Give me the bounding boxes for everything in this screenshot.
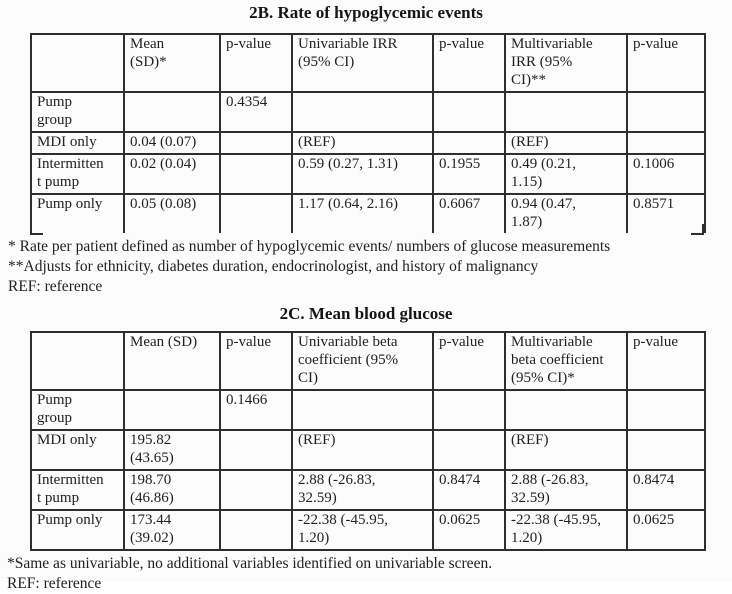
header-row <box>31 332 705 390</box>
column-header: p-value <box>433 34 505 92</box>
table-cell: 0.04 (0.07) <box>124 132 220 154</box>
table-row <box>31 132 705 154</box>
table-cell: 173.44 (39.02) <box>124 510 220 550</box>
column-header: Multivariable IRR (95% CI)** <box>505 34 627 92</box>
column-header: Univariable IRR (95% CI) <box>292 34 433 92</box>
table-cell: (REF) <box>292 132 433 154</box>
column-header: Multivariable beta coefficient (95% CI)* <box>505 332 627 390</box>
table-cell: 2.88 (-26.83, 32.59) <box>505 470 627 510</box>
table-cell: 0.1955 <box>433 154 505 194</box>
mean-blood-glucose-table <box>30 331 706 551</box>
table-cell: 0.8474 <box>433 470 505 510</box>
table-row <box>31 194 705 233</box>
footnote: * Rate per patient defined as number of hypoglycemic events/ numbers of glucose measurements <box>8 238 611 255</box>
table-cell <box>220 510 292 550</box>
table-cell: 0.1006 <box>627 154 705 194</box>
row-label: Intermitten t pump <box>31 154 124 194</box>
footnote: **Adjusts for ethnicity, diabetes duration, endocrinologist, and history of malignancy <box>8 258 539 275</box>
footnote: REF: reference <box>8 278 103 295</box>
table-cell <box>433 390 505 430</box>
column-header: p-value <box>220 34 292 92</box>
table-cell <box>505 92 627 132</box>
row-label: Pump group <box>31 92 124 132</box>
table-cell: 195.82 (43.65) <box>124 430 220 470</box>
table-cell: 0.6067 <box>433 194 505 233</box>
table-cell <box>124 390 220 430</box>
column-header: p-value <box>433 332 505 390</box>
table-cell <box>433 92 505 132</box>
row-label: MDI only <box>31 132 124 154</box>
section-hypoglycemic-events <box>0 3 732 297</box>
table-cell: (REF) <box>292 430 433 470</box>
column-header: p-value <box>627 34 705 92</box>
table-cell <box>220 154 292 194</box>
section-mean-blood-glucose <box>0 304 732 594</box>
table-cell: 0.05 (0.08) <box>124 194 220 233</box>
table-cell <box>627 390 705 430</box>
table-cell: 198.70 (46.86) <box>124 470 220 510</box>
table-cell <box>627 430 705 470</box>
column-header: p-value <box>220 332 292 390</box>
table-cell: -22.38 (-45.95, 1.20) <box>505 510 627 550</box>
table-cell <box>292 92 433 132</box>
table-row <box>31 390 705 430</box>
table-cell: 0.59 (0.27, 1.31) <box>292 154 433 194</box>
table-cell <box>220 194 292 233</box>
table-cell <box>433 430 505 470</box>
table-cell: 0.1466 <box>220 390 292 430</box>
table-cell: 0.02 (0.04) <box>124 154 220 194</box>
row-label: Pump only <box>31 510 124 550</box>
table-cell <box>220 132 292 154</box>
table-2c-wrapper <box>30 331 704 551</box>
table-row <box>31 470 705 510</box>
footnote: REF: reference <box>7 575 102 592</box>
table-cell: 0.0625 <box>433 510 505 550</box>
column-header: p-value <box>627 332 705 390</box>
table-corner-mark-left <box>30 224 43 235</box>
table-cell: 0.4354 <box>220 92 292 132</box>
table-cell: -22.38 (-45.95, 1.20) <box>292 510 433 550</box>
table-cell <box>627 132 705 154</box>
table-cell: 0.94 (0.47, 1.87) <box>505 194 627 233</box>
table-cell <box>292 390 433 430</box>
table-row <box>31 430 705 470</box>
table-cell <box>220 430 292 470</box>
table-cell: (REF) <box>505 132 627 154</box>
table-cell <box>505 390 627 430</box>
table-cell: 1.17 (0.64, 2.16) <box>292 194 433 233</box>
table-2c-title: 2C. Mean blood glucose <box>279 304 453 323</box>
table-2b-title: 2B. Rate of hypoglycemic events <box>249 3 483 22</box>
hypoglycemic-events-table <box>30 33 706 233</box>
table-cell: 0.0625 <box>627 510 705 550</box>
table-corner-mark-right <box>691 224 704 235</box>
table-cell <box>433 132 505 154</box>
footnote: *Same as univariable, no additional variables identified on univariable screen. <box>7 555 493 572</box>
row-label: Pump group <box>31 390 124 430</box>
table-row <box>31 510 705 550</box>
table-row <box>31 92 705 132</box>
table-cell: 0.8571 <box>627 194 705 233</box>
table-cell: 0.8474 <box>627 470 705 510</box>
column-header <box>31 332 124 390</box>
table-cell <box>220 470 292 510</box>
table-cell: (REF) <box>505 430 627 470</box>
column-header: Mean (SD)* <box>124 34 220 92</box>
row-label: Intermitten t pump <box>31 470 124 510</box>
table-2b-footnotes <box>8 237 732 297</box>
table-cell: 0.49 (0.21, 1.15) <box>505 154 627 194</box>
column-header <box>31 34 124 92</box>
table-2b-wrapper <box>30 33 704 233</box>
table-cell: 2.88 (-26.83, 32.59) <box>292 470 433 510</box>
header-row <box>31 34 705 92</box>
column-header: Univariable beta coefficient (95% CI) <box>292 332 433 390</box>
row-label: MDI only <box>31 430 124 470</box>
table-cell <box>124 92 220 132</box>
row-label: Pump only <box>31 194 124 233</box>
table-row <box>31 154 705 194</box>
table-cell <box>627 92 705 132</box>
column-header: Mean (SD) <box>124 332 220 390</box>
table-2c-footnotes <box>7 554 732 594</box>
